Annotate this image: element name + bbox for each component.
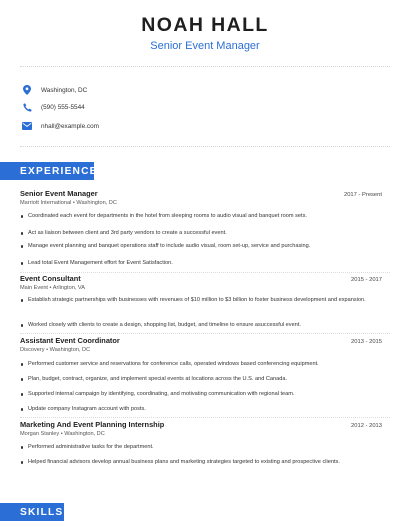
- list-item: Establish strategic partnerships with businesses with revenues of $10 million to $3 billion to foster business development and expansion.: [20, 296, 384, 306]
- contact-location-text: Washington, DC: [41, 86, 88, 94]
- list-item: Worked closely with clients to create a design, shopping list, budget, and timeline to ensure asuccessful event.: [20, 321, 384, 331]
- job-entry: [20, 189, 382, 206]
- list-item: Supported internal campaign by identifying, coordinating, and motivating communication with regional team.: [20, 390, 384, 400]
- job-divider: [20, 333, 390, 334]
- contact-phone: [22, 102, 85, 112]
- section-skills: SKILLS: [0, 503, 64, 521]
- job-org: Discovery • Washington, DC: [20, 347, 91, 353]
- contact-phone-text: (590) 555-5544: [41, 103, 85, 111]
- job-title: Event Consultant: [20, 274, 81, 283]
- list-item: Lead total Event Management effort for Event Satisfaction.: [20, 259, 384, 269]
- job-org: Main Event • Arlington, VA: [20, 285, 85, 291]
- job-entry: [20, 336, 382, 353]
- job-dates: 2017 - Present: [343, 192, 382, 198]
- job-title: Assistant Event Coordinator: [20, 336, 120, 345]
- contact-email-text: nhall@example.com: [41, 122, 99, 130]
- job-entry: [20, 274, 382, 291]
- job-title: Marketing And Event Planning Internship: [20, 420, 165, 429]
- section-experience: EXPERIENCE: [0, 162, 94, 180]
- phone-icon: [22, 102, 32, 112]
- job-divider: [20, 417, 390, 418]
- job-dates: 2015 - 2017: [351, 277, 382, 283]
- list-item: Helped financial advisors develop annual business plans and marketing strategies targeted to existing and prospective clients.: [20, 458, 384, 468]
- candidate-role: Senior Event Manager: [150, 40, 260, 52]
- list-item: Plan, budget, contract, organize, and implement special events at locations across the U.S. and Canada.: [20, 375, 384, 385]
- header-divider: [20, 66, 390, 67]
- job-dates: 2013 - 2015: [351, 339, 382, 345]
- list-item: Coordinated each event for departments in the hotel from sleeping rooms to audio visual and banquet room sets.: [20, 212, 384, 222]
- list-item: Performed customer service and reservations for conference calls, operated windows based conferencing equipment.: [20, 360, 384, 370]
- contact-location: [22, 85, 87, 95]
- job-title: Senior Event Manager: [20, 189, 98, 198]
- job-org: Morgan Stanley • Washington, DC: [20, 431, 105, 437]
- job-divider: [20, 272, 390, 273]
- candidate-name: NOAH HALL: [141, 14, 269, 36]
- job-org: Marriott International • Washington, DC: [20, 200, 117, 206]
- contact-divider: [20, 146, 390, 147]
- job-dates: 2012 - 2013: [351, 423, 382, 429]
- map-pin-icon: [22, 85, 32, 95]
- envelope-icon: [22, 121, 32, 131]
- contact-email: [22, 121, 99, 131]
- list-item: Act as liaison between client and 3rd party vendors to create a successful event.: [20, 229, 384, 239]
- list-item: Manage event planning and banquet operations staff to include audio visual, room set-up, service and purchasing.: [20, 242, 384, 252]
- list-item: Update company Instagram account with posts.: [20, 405, 384, 415]
- job-entry: [20, 420, 382, 437]
- list-item: Performed administrative tasks for the department.: [20, 443, 384, 453]
